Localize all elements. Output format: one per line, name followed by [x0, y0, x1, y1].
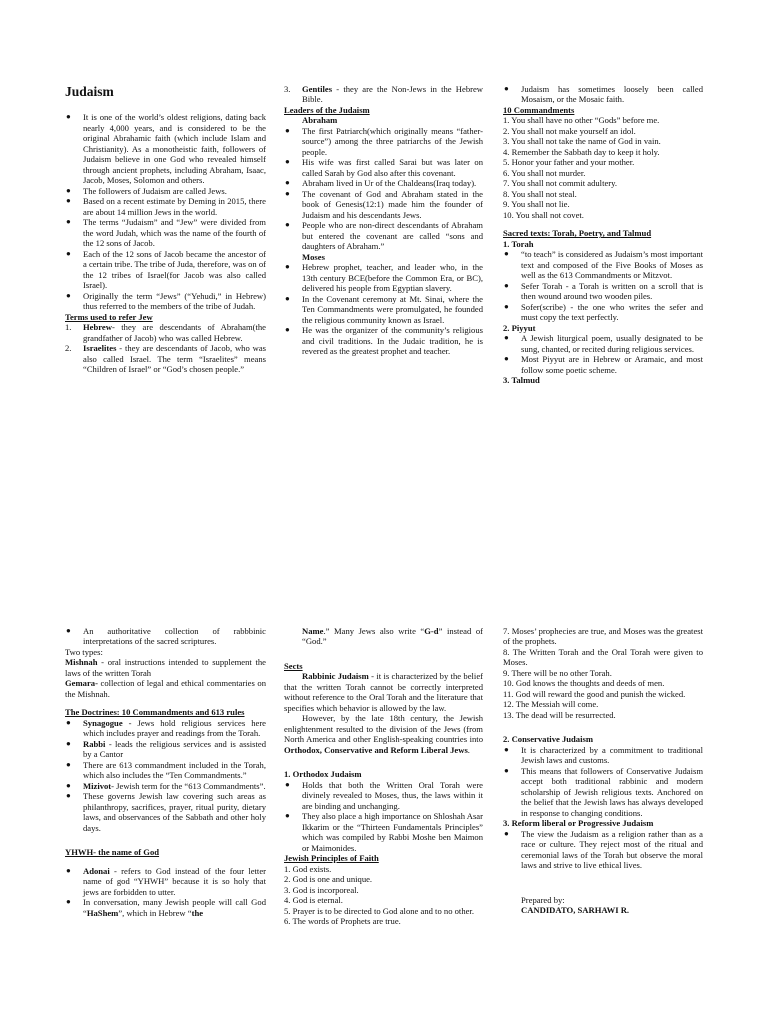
- text-span: .” Many Jews also write “: [323, 626, 425, 636]
- commandment-item: 5. Honor your father and your mother.: [503, 157, 635, 168]
- principle-item: 10. God knows the thoughts and deeds of men.: [503, 678, 665, 689]
- term-text: - oral instructions intended to supplement the laws of the written Torah: [65, 657, 266, 678]
- list-item: [65, 718, 266, 739]
- yhwh-heading: YHWH- the name of God: [65, 847, 160, 858]
- text-span: However, by the late 18th century, the Jewish enlightenment resulted to the division of the Jews (from North America and other English-speaking countries into: [284, 713, 483, 745]
- principle-item: 9. There will be no other Torah.: [503, 667, 612, 678]
- list-item: ● Sofer(scribe) - the one who writes the sefer and must copy the text perfectly.: [503, 302, 703, 323]
- two-types-label: Two types:: [65, 646, 103, 657]
- term-mishnah: Mishnah: [65, 657, 98, 668]
- term-gd: G-d: [424, 626, 439, 636]
- list-item: [65, 781, 266, 791]
- abraham-list: [284, 126, 483, 252]
- item-number: 2.: [65, 343, 72, 354]
- intro-list: [65, 112, 266, 311]
- term-hashem: HaShem: [86, 907, 119, 918]
- list-item: ● Holds that both the Written Oral Torah were divinely revealed to Moses, thus, the laws within it are binding and unchanging.: [284, 780, 483, 811]
- list-item: ● Abraham lived in Ur of the Chaldeans(Iraq today).: [284, 178, 483, 188]
- column-4: [65, 626, 266, 918]
- list-item: ● The covenant of God and Abraham stated in the book of Genesis(12:1) made him the founder of Judaism and his descendants Jews.: [284, 189, 483, 220]
- list-item: ● Judaism has sometimes loosely been called Mosaism, or the Mosaic faith.: [503, 84, 703, 105]
- list-item: ● This means that followers of Conservative Judaism accept both traditional rabbinic and modern scholarship of Jewish religious texts. Anchored on the belief that the Jewish laws has always developed in response to changing conditions.: [503, 766, 703, 818]
- text-span: - it is characterized by the belief that the written Torah cannot be correctly interpreted without reference to the Oral Torah and the literature that specifies which behavior is allowed by the law.: [284, 671, 483, 713]
- term-mizivot: Mizivot: [83, 780, 112, 791]
- term-synagogue: Synagogue: [83, 717, 123, 728]
- column-1: [65, 84, 266, 375]
- principle-item: 7. Moses’ prophecies are true, and Moses was the greatest of the prophets.: [503, 626, 703, 647]
- list-item: [65, 866, 266, 897]
- torah-heading: 1. Torah: [503, 238, 534, 249]
- term-israelites: Israelites: [83, 343, 117, 354]
- principle-item: 2. God is one and unique.: [284, 874, 373, 885]
- piyyut-list: [503, 333, 703, 375]
- commandment-item: 8. You shall not steal.: [503, 188, 577, 199]
- commandments-heading: 10 Commandments: [503, 104, 575, 115]
- term-text: - Jewish term for the “613 Commandments”.: [111, 780, 266, 791]
- mosaism-list: [503, 84, 703, 105]
- conservative-list: [503, 745, 703, 818]
- leaders-heading: Leaders of the Judaism: [284, 104, 370, 115]
- list-item: ● Each of the 12 sons of Jacob became the ancestor of a certain tribe. The tribe of Juda, therefore, was on of the 12 tribes of Israel(for Jacob was also called Israel).: [65, 249, 266, 291]
- name-paragraph: [284, 626, 483, 647]
- principle-item: 6. The words of Prophets are true.: [284, 916, 401, 927]
- term-text: - they are the Non-Jews in the Hebrew Bible.: [302, 84, 483, 105]
- principle-item: 3. God is incorporeal.: [284, 884, 359, 895]
- list-item: ● The terms “Judaism” and “Jew” were divided from the word Judah, which was the name of the fourth of the 12 sons of Jacob.: [65, 217, 266, 248]
- principle-item: 4. God is eternal.: [284, 895, 343, 906]
- talmud-list: [65, 626, 266, 647]
- principle-item: 12. The Messiah will come.: [503, 699, 599, 710]
- term-text: - Jews hold religious services here which includes prayer and readings from the Torah.: [83, 717, 266, 739]
- list-item: ● In the Covenant ceremony at Mt. Sinai, where the Ten Commandments were promulgated, he founded the religious community known as Israel.: [284, 294, 483, 325]
- gemara-paragraph: [65, 678, 266, 699]
- term-adonai: Adonai: [83, 865, 110, 876]
- text-span: Orthodox, Conservative and Reform Liberal Jews: [284, 744, 468, 755]
- list-item: ● Sefer Torah - a Torah is written on a scroll that is then wound around two wooden piles.: [503, 281, 703, 302]
- list-item: ● “to teach” is considered as Judaism’s most important text and composed of the Five Books of Moses as well as the 613 Commandments or Mitzvot.: [503, 249, 703, 280]
- list-item: [284, 84, 483, 105]
- torah-list: [503, 249, 703, 322]
- commandment-item: 2. You shall not make yourself an idol.: [503, 125, 636, 136]
- term-gentiles: Gentiles: [302, 84, 333, 94]
- text-span: ” instead of “God.”: [302, 626, 483, 647]
- list-item: ● The first Patriarch(which originally means “father-source”) among the three patriarchs of the Jewish people.: [284, 126, 483, 157]
- term-rabbi: Rabbi: [83, 738, 106, 749]
- list-item: ● He was the organizer of the community’s religious and civil traditions. In the Judaic tradition, he is revered as the greatest prophet and teacher.: [284, 325, 483, 356]
- list-item: ● Most Piyyut are in Hebrew or Aramaic, and most follow some poetic scheme.: [503, 354, 703, 375]
- item-number: 3.: [284, 84, 291, 94]
- principle-item: 13. The dead will be resurrected.: [503, 709, 616, 720]
- principle-item: 1. God exists.: [284, 863, 332, 874]
- principle-item: 5. Prayer is to be directed to God alone and to no other.: [284, 905, 474, 916]
- piyyut-heading: 2. Piyyut: [503, 322, 536, 333]
- yhwh-list: [65, 866, 266, 918]
- list-item: [65, 322, 266, 343]
- list-item: ● A Jewish liturgical poem, usually designated to be sung, chanted, or recited during religious services.: [503, 333, 703, 354]
- list-item: ● An authoritative collection of rabbbinic interpretations of the sacred scriptures.: [65, 626, 266, 647]
- term-gemara: Gemara-: [65, 678, 98, 689]
- term-hebrew: Hebrew: [83, 322, 112, 333]
- conservative-heading: 2. Conservative Judaism: [503, 734, 593, 745]
- term-rabbinic: Rabbinic Judaism: [302, 671, 369, 682]
- term-text: - they are descendants of Abraham(the grandfather of Jacob) who was called Hebrew.: [83, 322, 266, 343]
- terms-heading: Terms used to refer Jew: [65, 311, 153, 322]
- doctrines-heading: The Doctrines: 10 Commandments and 613 rules: [65, 707, 245, 718]
- column-2: [284, 84, 483, 357]
- list-item: [65, 897, 266, 918]
- principle-item: 11. God will reward the good and punish the wicked.: [503, 688, 686, 699]
- list-item: ● It is one of the world’s oldest religions, dating back nearly 4,000 years, and is considered to be the original Abrahamic faith (which include Islam and Christianity). As a monotheistic faith, followers of Judaism believe in one God who revealed himself through ancient prophets, including Abraham, Isaac, Jacob, Moses, Solomon and others.: [65, 112, 266, 185]
- column-5: [284, 626, 483, 927]
- text-span: Name: [302, 626, 324, 636]
- term-text: collection of legal and ethical commentaries on the Mishnah.: [65, 678, 266, 699]
- principles-heading: Jewish Principles of Faith: [284, 853, 379, 864]
- sacred-texts-heading: Sacred texts: Torah, Poetry, and Talmud: [503, 228, 652, 239]
- doctrines-list: [65, 718, 266, 833]
- page-title: Judaism: [65, 84, 114, 99]
- term-text: - leads the religious services and is assisted by a Cantor: [83, 738, 266, 760]
- list-item: ● Originally the term “Jews” (“Yehudi,” in Hebrew) thus referred to the members of the tribe of Judah.: [65, 291, 266, 312]
- column-3: [503, 84, 703, 386]
- commandment-item: 4. Remember the Sabbath day to keep it holy.: [503, 146, 660, 157]
- author-name: CANDIDATO, SARHAWI R.: [521, 905, 630, 916]
- list-item: ● People who are non-direct descendants of Abraham but entered the covenant are called “sons and daughters of Abraham.”: [284, 220, 483, 251]
- rabbinic-paragraph: [284, 671, 483, 713]
- text-span: the: [191, 907, 204, 918]
- commandment-item: 3. You shall not take the name of God in vain.: [503, 136, 661, 147]
- list-item: ● The followers of Judaism are called Jews.: [65, 186, 266, 196]
- sects-heading: Sects: [284, 660, 303, 671]
- list-item: ● It is characterized by a commitment to traditional Jewish laws and customs.: [503, 745, 703, 766]
- column-6: [503, 626, 703, 916]
- list-item: [65, 343, 266, 374]
- prepared-by-label: Prepared by:: [521, 894, 565, 905]
- list-item: ● The view the Judaism as a religion rather than as a race or culture. They reject most of the ritual and ceremonial laws of the Torah but observe the moral laws and strive to live ethical lives.: [503, 829, 703, 871]
- commandment-item: 9. You shall not lie.: [503, 199, 570, 210]
- term-text: - they are descendants of Jacob, who was also called Israel. The term “Israelites” means “Children of Israel” or “God’s chosen people.”: [83, 343, 266, 375]
- list-item: ● They also place a high importance on Shloshah Asar Ikkarim or the “Thirteen Fundamentals Principles” which was compiled by Rabbi Moshe ben Maimon or Maimonides.: [284, 811, 483, 853]
- list-item: ● Based on a recent estimate by Deming in 2015, there are about 14 million Jews in the world.: [65, 196, 266, 217]
- moses-list: [284, 262, 483, 356]
- moses-heading: Moses: [302, 251, 325, 262]
- however-paragraph: However, by the late 18th century, the Jewish enlightenment resulted to the division of the Jews (from North America and other English-speaking countries into Orthodox, Conservative and Reform Liberal Jews.: [284, 713, 483, 755]
- list-item: ● Hebrew prophet, teacher, and leader who, in the 13th century BCE(before the Common Era, or BC), delivered his people from Egyptian slavery.: [284, 262, 483, 293]
- reform-list: [503, 829, 703, 871]
- list-item: [65, 739, 266, 760]
- item-number: 1.: [65, 322, 72, 333]
- text-span: In conversation, many Jewish people will call God “: [83, 897, 266, 918]
- talmud-heading: 3. Talmud: [503, 375, 540, 386]
- orthodox-list: [284, 780, 483, 853]
- list-item: ● There are 613 commandment included in the Torah, which also includes the “Ten Commandments.”: [65, 760, 266, 781]
- mishnah-paragraph: [65, 657, 266, 678]
- orthodox-heading: 1. Orthodox Judaism: [284, 769, 362, 780]
- reform-heading: 3. Reform liberal or Progressive Judaism: [503, 818, 654, 829]
- commandment-item: 6. You shall not murder.: [503, 167, 586, 178]
- principle-item: 8. The Written Torah and the Oral Torah were given to Moses.: [503, 646, 703, 668]
- abraham-heading: Abraham: [302, 115, 338, 126]
- commandment-item: 10. You shall not covet.: [503, 209, 584, 220]
- list-item: ● His wife was first called Sarai but was later on called Sarah by God also after this covenant.: [284, 157, 483, 178]
- commandment-item: 7. You shall not commit adultery.: [503, 178, 618, 189]
- term-text: - refers to God instead of the four letter name of god “YHWH” because it is so holy that jews are forbidden to utter.: [83, 865, 266, 897]
- text-span: ”, which in Hebrew “: [118, 907, 192, 918]
- list-item: ● These governs Jewish law covering such areas as philanthropy, sacrifices, prayer, ritual purity, dietary laws, and observances of the Sabbath and other holy days.: [65, 791, 266, 833]
- commandment-item: 1. You shall have no other “Gods” before me.: [503, 115, 660, 126]
